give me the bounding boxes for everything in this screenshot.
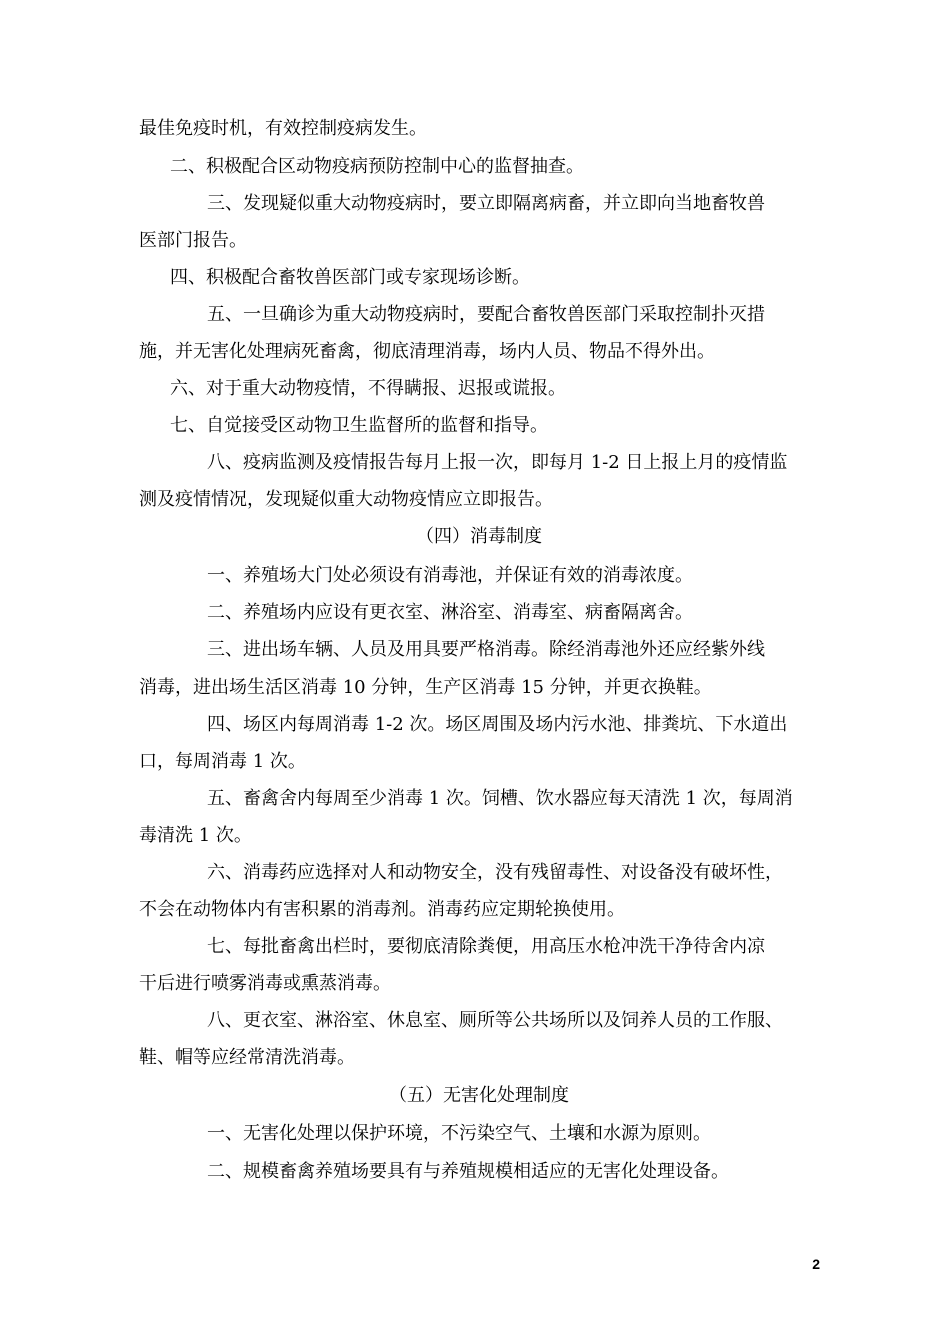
body-text-line: 六、对于重大动物疫情，不得瞒报、迟报或谎报。 (170, 378, 566, 399)
body-text-line: 五、畜禽舍内每周至少消毒 1 次。饲槽、饮水器应每天清洗 1 次，每周消 (207, 788, 793, 809)
body-text-line: 四、积极配合畜牧兽医部门或专家现场诊断。 (170, 267, 530, 288)
page-number: 2 (812, 1256, 820, 1272)
body-text-line: 最佳免疫时机，有效控制疫病发生。 (139, 118, 427, 139)
body-text-line: 六、消毒药应选择对人和动物安全，没有残留毒性、对设备没有破坏性， (207, 862, 783, 883)
body-text-line: 口，每周消毒 1 次。 (139, 751, 306, 772)
body-text-line: 五、一旦确诊为重大动物疫病时，要配合畜牧兽医部门采取控制扑灭措 (207, 304, 765, 325)
body-text-line: 一、养殖场大门处必须设有消毒池，并保证有效的消毒浓度。 (207, 565, 693, 586)
body-text-line: 施，并无害化处理病死畜禽，彻底清理消毒，场内人员、物品不得外出。 (139, 341, 715, 362)
body-text-line: 二、规模畜禽养殖场要具有与养殖规模相适应的无害化处理设备。 (207, 1161, 729, 1182)
body-text-line: 一、无害化处理以保护环境，不污染空气、土壤和水源为原则。 (207, 1123, 711, 1144)
body-text-line: 四、场区内每周消毒 1-2 次。场区周围及场内污水池、排粪坑、下水道出 (207, 714, 788, 735)
body-text-line: 七、每批畜禽出栏时，要彻底清除粪便，用高压水枪冲洗干净待舍内凉 (207, 936, 765, 957)
body-text-line: 七、自觉接受区动物卫生监督所的监督和指导。 (170, 415, 548, 436)
body-text-line: 三、发现疑似重大动物疫病时，要立即隔离病畜，并立即向当地畜牧兽 (207, 193, 765, 214)
body-text-line: 二、积极配合区动物疫病预防控制中心的监督抽查。 (170, 156, 584, 177)
body-text-line: 二、养殖场内应设有更衣室、淋浴室、消毒室、病畜隔离舍。 (207, 602, 693, 623)
body-text-line: 测及疫情情况，发现疑似重大动物疫情应立即报告。 (139, 489, 553, 510)
section-heading: （四）消毒制度 (416, 526, 542, 547)
body-text-line: 医部门报告。 (139, 230, 247, 251)
body-text-line: 不会在动物体内有害积累的消毒剂。消毒药应定期轮换使用。 (139, 899, 625, 920)
section-heading: （五）无害化处理制度 (389, 1085, 569, 1106)
body-text-line: 消毒，进出场生活区消毒 10 分钟，生产区消毒 15 分钟，并更衣换鞋。 (139, 677, 712, 698)
body-text-line: 干后进行喷雾消毒或熏蒸消毒。 (139, 973, 391, 994)
body-text-line: 八、疫病监测及疫情报告每月上报一次，即每月 1-2 日上报上月的疫情监 (207, 452, 788, 473)
body-text-line: 鞋、帽等应经常清洗消毒。 (139, 1047, 355, 1068)
body-text-line: 三、进出场车辆、人员及用具要严格消毒。除经消毒池外还应经紫外线 (207, 639, 765, 660)
body-text-line: 毒清洗 1 次。 (139, 825, 252, 846)
body-text-line: 八、更衣室、淋浴室、休息室、厕所等公共场所以及饲养人员的工作服、 (207, 1010, 783, 1031)
